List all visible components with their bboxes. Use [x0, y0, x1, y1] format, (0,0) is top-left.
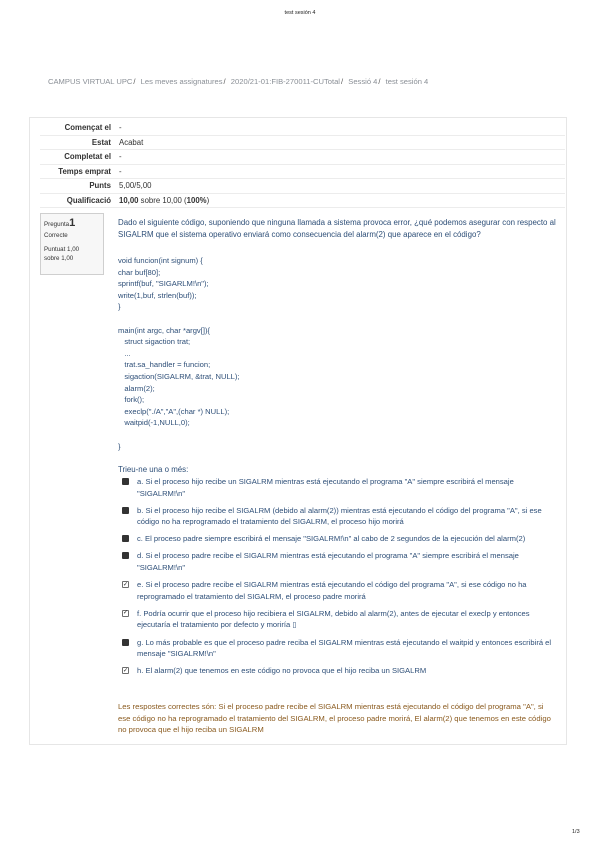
answer-option-label: a. Si el proceso hijo recibe un SIGALRM mientras está ejecutando el programa "A" siempre escribirá el mensaje "SIGALRM!\n" — [137, 477, 514, 498]
question-state: Correcte — [44, 232, 68, 239]
grade-out-of: sobre 10,00 ( — [138, 195, 187, 205]
summary-row-time-taken — [40, 165, 565, 180]
answer-checkbox-c[interactable] — [122, 535, 129, 542]
summary-value: Acabat — [119, 137, 144, 147]
answer-option-d[interactable] — [118, 550, 556, 573]
attempt-summary-table — [40, 121, 565, 208]
grade-percent-number: 100 — [186, 195, 200, 205]
summary-value: 5,00/5,00 — [119, 181, 152, 191]
summary-key: Començat el — [64, 123, 111, 133]
page-number: 1/3 — [572, 829, 580, 835]
grade-score: 10,00 — [119, 195, 139, 205]
question-number — [44, 217, 100, 229]
summary-key: Punts — [89, 181, 111, 191]
answer-option-c[interactable] — [118, 533, 556, 545]
answer-option-f[interactable] — [118, 608, 556, 631]
missing-glyph-icon: ▯ — [292, 620, 297, 630]
breadcrumb-my-courses[interactable]: Les meves assignatures — [140, 77, 223, 86]
answer-checkbox-h[interactable]: ✓ — [122, 667, 129, 674]
answer-checkbox-d[interactable] — [122, 552, 129, 559]
answer-option-label: f. Podría ocurrir que el proceso hijo recibiera el SIGALRM, debido al alarm(2), antes de ejecutar el execlp y entonces ejecutaría el tratamiento por defecto y moriría — [137, 608, 530, 630]
answer-checkbox-a[interactable] — [122, 478, 129, 485]
answer-prompt: Trieu-ne una o més: — [118, 465, 189, 474]
question-grade-line1: Puntuat 1,00 — [44, 246, 80, 253]
summary-row-marks — [40, 179, 565, 194]
breadcrumb-separator: / — [378, 77, 381, 86]
summary-row-started — [40, 121, 565, 136]
breadcrumb-quiz[interactable]: test sesión 4 — [385, 77, 429, 86]
answer-option-label: c. El proceso padre siempre escribirá el mensaje "SIGALRM!\n" al cabo de 2 segundos de la ejecución del alarm(2) — [137, 534, 526, 544]
question-grade — [44, 246, 100, 263]
summary-key: Qualificació — [66, 195, 111, 205]
answer-checkbox-g[interactable] — [122, 639, 129, 646]
answer-checkbox-b[interactable] — [122, 507, 129, 514]
answer-option-e[interactable] — [118, 579, 556, 602]
answer-checkbox-f[interactable]: ✓ — [122, 610, 129, 617]
summary-value: - — [119, 152, 122, 162]
question-number-value: 1 — [69, 217, 76, 229]
question-text: Dado el siguiente código, suponiendo que ninguna llamada a sistema provoca error, ¿qué podemos asegurar con respecto al SIGALRM que el sistema operativo enviará como consecuencia del alarm(2) que aparece en el código? — [118, 218, 556, 239]
breadcrumb-session[interactable]: Sessió 4 — [348, 77, 378, 86]
answer-option-g[interactable] — [118, 637, 556, 660]
grade-percent-sign: % — [199, 195, 207, 205]
breadcrumb — [48, 77, 428, 86]
breadcrumb-course[interactable]: 2020/21-01:FIB-270011-CUTotal — [230, 77, 340, 86]
breadcrumb-separator: / — [133, 77, 136, 86]
summary-grade-value — [117, 196, 209, 205]
question-info-box — [40, 213, 104, 275]
answer-option-label-wrap — [137, 608, 556, 631]
breadcrumb-separator: / — [223, 77, 226, 86]
answer-option-a[interactable] — [118, 476, 556, 499]
answer-checkbox-e[interactable]: ✓ — [122, 581, 129, 588]
summary-value: - — [119, 123, 122, 133]
breadcrumb-campus[interactable]: CAMPUS VIRTUAL UPC — [48, 77, 133, 86]
summary-key: Estat — [91, 137, 111, 147]
question-grade-line2: sobre 1,00 — [44, 254, 74, 262]
answer-option-label: h. El alarm(2) que tenemos en este código no provoca que el hijo reciba un SIGALRM — [137, 666, 427, 676]
summary-key: Temps emprat — [58, 166, 111, 176]
question-code-snippet: void funcion(int signum) { char buf[80]; sprintf(buf, "SIGARLM!\n"); write(1,buf, strlen(buf)); } main(int argc, char *argv[]){ struct sigaction trat; ... trat.sa_handler = funcion; sigaction(SIGALRM, &trat, NULL); alarm(2); fork(); execlp("./A","A",(char *) NULL); waitpid(-1,NULL,0); } — [118, 256, 240, 451]
summary-value: - — [119, 166, 122, 176]
answer-option-label: e. Si el proceso padre recibe el SIGALRM mientras está ejecutando el código del programa "A", si ese código no ha reprogramado el tratamiento del SIGALRM, el proceso padre morirá — [137, 580, 527, 601]
correct-answers-feedback: Les respostes correctes són: Si el proceso padre recibe el SIGALRM mientras está ejecutando el código del programa "A", si ese código no ha reprogramado el tratamiento del SIGALRM, el proceso padre morirá, El alarm(2) que tenemos en este código no provoca que el hijo reciba un SIGALRM — [118, 702, 551, 735]
page-header-title: test sesión 4 — [284, 10, 316, 16]
summary-row-grade — [40, 194, 565, 209]
summary-row-completed — [40, 150, 565, 165]
answer-option-label: b. Si el proceso hijo recibe el SIGALRM (debido al alarm(2)) mientras está ejecutando el código del programa "A", si ese código no ha reprogramado el tratamiento del SIGALRM, el proceso hijo morirá — [137, 505, 542, 527]
answer-option-label: g. Lo más probable es que el proceso padre reciba el SIGALRM mientras está ejecutando el waitpid y entonces escribirá el mensaje "SIGALRM!\n" — [137, 637, 552, 659]
question-label: Pregunta — [44, 221, 70, 228]
answer-option-h[interactable] — [118, 665, 556, 677]
answer-option-b[interactable] — [118, 505, 556, 528]
summary-key: Completat el — [64, 152, 111, 162]
answer-options — [118, 476, 556, 682]
grade-close-paren: ) — [206, 195, 210, 205]
summary-row-state — [40, 136, 565, 151]
breadcrumb-separator: / — [341, 77, 344, 86]
answer-option-label: d. Si el proceso padre recibe el SIGALRM mientras está ejecutando el programa "A" siempre escribirá el mensaje "SIGALRM!\n" — [137, 551, 519, 573]
grade-percent — [187, 196, 207, 205]
